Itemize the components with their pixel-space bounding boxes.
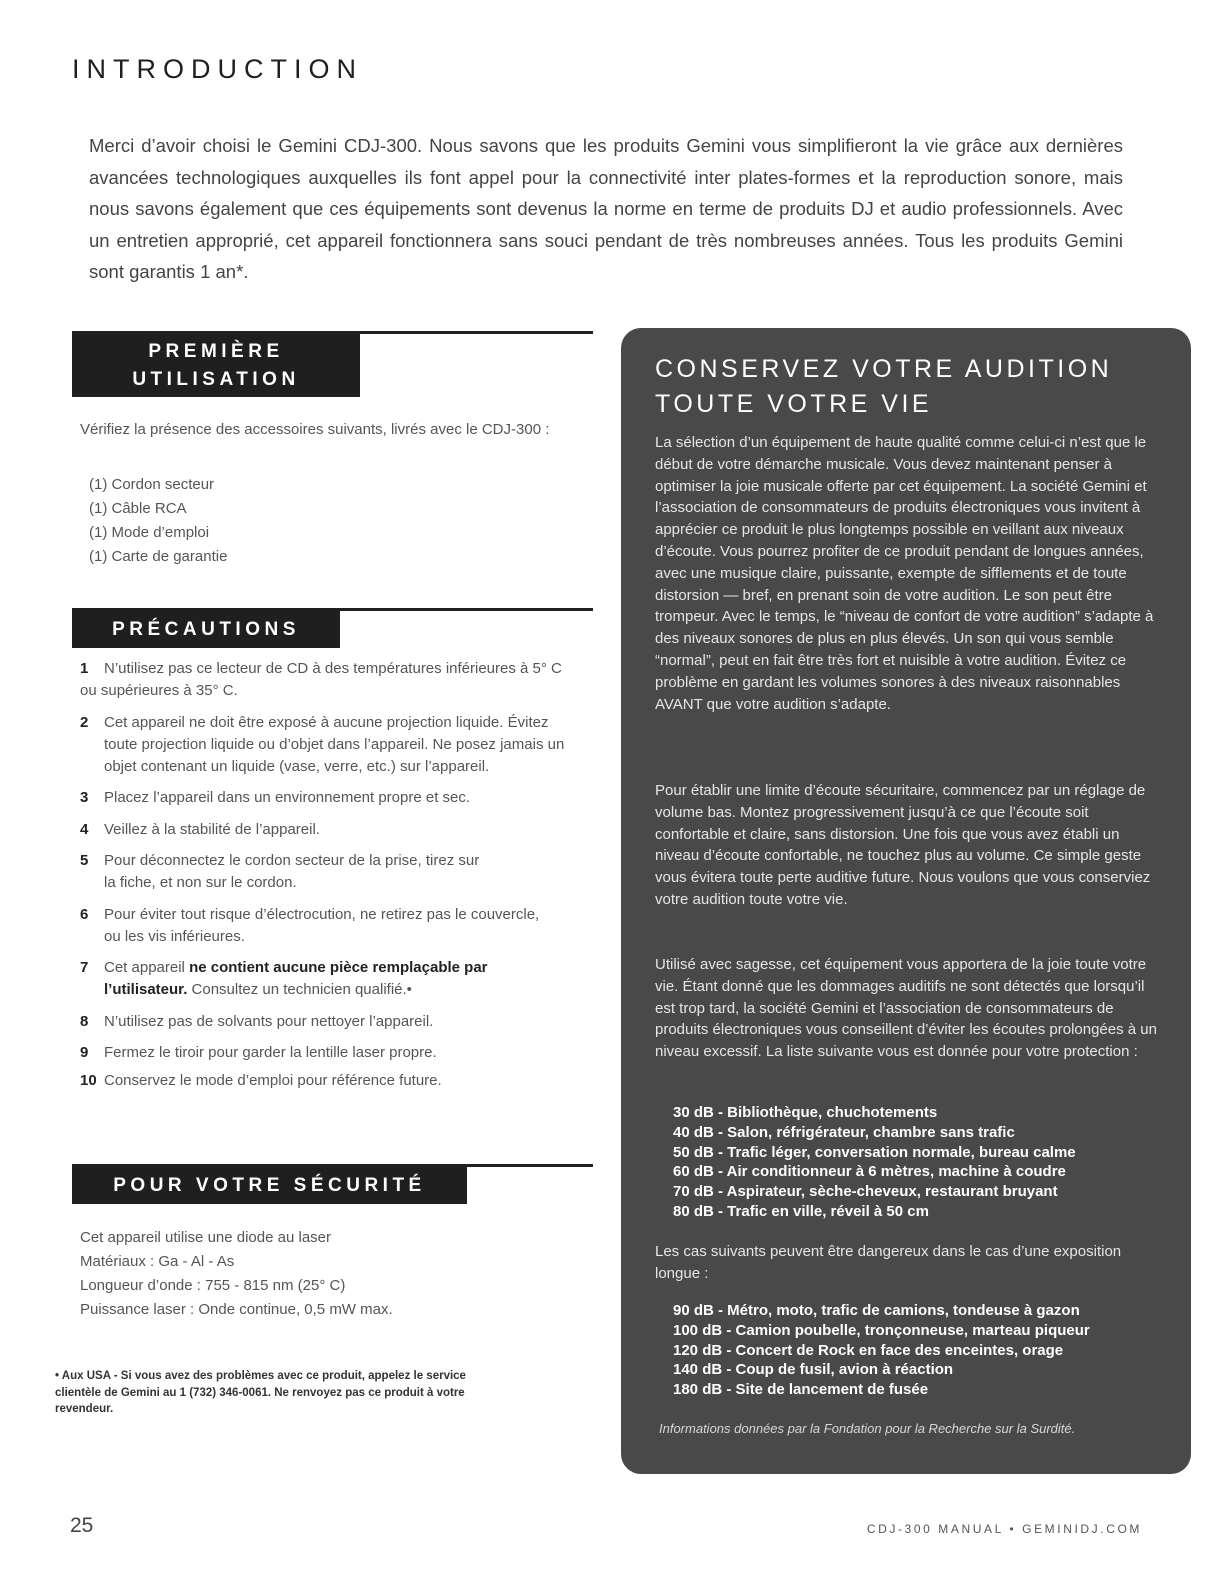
db-level-item: 70 dB - Aspirateur, sèche-cheveux, restaurant bruyant [673, 1183, 1058, 1201]
safety-header [72, 1167, 467, 1204]
safe-levels-list [673, 1103, 1173, 1222]
precautions-header [72, 611, 340, 648]
precaution-number: 6 [80, 905, 89, 923]
precaution-text: Conservez le mode d’emploi pour référence future. [104, 1071, 442, 1089]
precaution-number: 9 [80, 1044, 89, 1061]
db-level-item: 180 dB - Site de lancement de fusée [673, 1381, 929, 1399]
accessory-item: (1) Câble RCA [89, 500, 187, 517]
precaution-text [80, 658, 562, 702]
precaution-text-line1: N’utilisez pas ce lecteur de CD à des températures inférieures à 5° C [104, 660, 562, 677]
page-number: 25 [70, 1514, 94, 1537]
accessory-item: (1) Cordon secteur [89, 476, 215, 493]
safety-specs [80, 1226, 560, 1322]
precaution-text: Veillez à la stabilité de l’appareil. [104, 820, 320, 838]
hearing-title: CONSERVEZ VOTRE AUDITION TOUTE VOTRE VIE [655, 355, 1113, 418]
precaution-number: 8 [80, 1012, 89, 1030]
safety-line: Puissance laser : Onde continue, 0,5 mW max. [80, 1301, 393, 1318]
first-use-header [72, 334, 360, 397]
db-level-item: 40 dB - Salon, réfrigérateur, chambre sans trafic [673, 1123, 1015, 1141]
db-level-item: 30 dB - Bibliothèque, chuchotements [673, 1104, 938, 1121]
hearing-paragraph-3: Utilisé avec sagesse, cet équipement vous apportera de la joie toute votre vie. Étant donné que les dommages auditifs ne sont détectés que lorsqu’il est trop tard, la société Gemini et l’association de consommateurs de produits électroniques vous conseillent d’éviter les écoutes prolongées à un niveau excessif. La liste suivante vous est donnée pour votre protection : [655, 956, 1157, 1061]
precaution-item-5 [80, 850, 595, 894]
precaution-text: Pour déconnectez le cordon secteur de la prise, tirez sur la fiche, et non sur le cordon. [104, 852, 480, 891]
precaution-number: 1 [80, 660, 89, 677]
hearing-paragraph-1: La sélection d’un équipement de haute qualité comme celui-ci n’est que le début de votre démarche musicale. Vous devez maintenant penser à optimiser la joie musicale offerte par cet équipement. La société Gemini et l’association de consommateurs de produits électroniques vous invitent à apprécier ce produit le plus longtemps possible en veillant aux niveaux d’écoute. Vous pourrez profiter de ce produit pendant de longues années, avec une musique claire, puissante, exempte de sifflements et de toute distorsion — bref, en prenant soin de votre audition. Le son peut être trompeur. Avec le temps, le “niveau de confort de votre audition” s’adapte à des niveaux sonores de plus en plus élevés. Un son qui vous semble “normal”, peut en fait être très fort et nuisible à votre audition. Évitez ce problème en gardant les volumes sonores à des niveaux raisonnables AVANT que votre audition s’adapte. [655, 434, 1154, 713]
db-level-item: 90 dB - Métro, moto, trafic de camions, tondeuse à gazon [673, 1302, 1080, 1319]
safety-line: Longueur d’onde : 755 - 815 nm (25° C) [80, 1277, 346, 1294]
precaution-item-7 [80, 957, 595, 1001]
precaution-number: 7 [80, 959, 89, 976]
running-footer: CDJ-300 MANUAL • GEMINIDJ.COM [866, 1522, 1142, 1536]
db-level-item: 50 dB - Trafic léger, conversation normale, bureau calme [673, 1143, 1076, 1161]
footnote: • Aux USA - Si vous avez des problèmes avec ce produit, appelez le service clientèle de Gemini au 1 (732) 346-0061. Ne renvoyez pas ce produit à votre revendeur. [55, 1370, 466, 1415]
db-level-item: 60 dB - Air conditionneur à 6 mètres, machine à coudre [673, 1163, 1066, 1181]
hearing-paragraph-2: Pour établir une limite d’écoute sécuritaire, commencez par un réglage de volume bas. Montez progressivement jusqu’à ce que l’écoute soit confortable et claire, sans distorsion. Une fois que vous avez établi un niveau d’écoute confortable, ne touchez plus au volume. Ce simple geste vous évitera toute perte auditive future. Nous voulons que vous conserviez votre audition toute votre vie. [655, 782, 1151, 908]
precaution-text: Pour éviter tout risque d’électrocution, ne retirez pas le couvercle, ou les vis inférieures. [104, 905, 540, 945]
db-level-item: 120 dB - Concert de Rock en face des enceintes, orage [673, 1341, 1064, 1359]
hearing-box [621, 328, 1191, 1474]
precaution-text: Cet appareil ne doit être exposé à aucune projection liquide. Évitez toute projection liquide ou d’objet dans l’appareil. Ne posez jamais un objet contenant un liquide (vase, verre, etc.) sur l’appareil. [104, 713, 565, 775]
first-use-title-line1: PREMIÈRE [148, 340, 284, 362]
first-use-intro: Vérifiez la présence des accessoires suivants, livrés avec le CDJ-300 : [80, 421, 550, 438]
safety-line: Matériaux : Ga - Al - As [80, 1253, 235, 1270]
precaution-number: 2 [80, 713, 89, 731]
precaution-number: 5 [80, 852, 89, 869]
precaution-number: 3 [80, 789, 89, 806]
db-level-item: 100 dB - Camion poubelle, tronçonneuse, marteau piqueur [673, 1321, 1090, 1339]
precaution-text-post: Consultez un technicien qualifié.• [187, 981, 412, 998]
hearing-credit: Informations données par la Fondation pour la Recherche sur la Surdité. [659, 1421, 1076, 1436]
precaution-number: 4 [80, 820, 89, 838]
hearing-paragraph-4: Les cas suivants peuvent être dangereux dans le cas d’une exposition longue : [655, 1243, 1122, 1282]
first-use-title-line2: UTILISATION [132, 368, 300, 390]
precaution-item-1 [80, 658, 595, 702]
precaution-item-8 [80, 1011, 595, 1033]
precautions-list [80, 658, 595, 1101]
db-level-item: 140 dB - Coup de fusil, avion à réaction [673, 1361, 954, 1379]
precaution-item-2 [80, 712, 595, 778]
precaution-item-4 [80, 819, 595, 841]
intro-paragraph: Merci d’avoir choisi le Gemini CDJ-300. Nous savons que les produits Gemini vous simplifieront la vie grâce aux dernières avancées technologiques auxquelles ils font appel pour la connectivité inter plates-formes et la reproduction sonore, mais nous savons également que ces équipements sont devenus la norme en terme de produits DJ et audio professionnels. Avec un entretien approprié, cet appareil fonctionnera sans souci pendant de très nombreuses années. Tous les produits Gemini sont garantis 1 an*. [89, 135, 1123, 282]
precaution-item-9 [80, 1042, 595, 1064]
precaution-item-6 [80, 904, 595, 948]
precaution-text: Fermez le tiroir pour garder la lentille laser propre. [104, 1044, 437, 1061]
page-title: INTRODUCTION [72, 54, 363, 84]
accessories-list [89, 473, 489, 569]
accessory-item: (1) Mode d’emploi [89, 524, 210, 541]
precaution-text: Placez l’appareil dans un environnement propre et sec. [104, 789, 471, 806]
precaution-text [104, 957, 574, 1001]
precaution-item-10 [80, 1070, 595, 1092]
precaution-text-pre: Cet appareil [104, 959, 190, 976]
precaution-item-3 [80, 787, 595, 809]
safety-title: POUR VOTRE SÉCURITÉ [113, 1174, 426, 1196]
db-level-item: 80 dB - Trafic en ville, réveil à 50 cm [673, 1202, 929, 1220]
accessory-item: (1) Carte de garantie [89, 548, 228, 565]
precaution-text-bold: ne contient aucune pièce remplaçable par l’utilisateur. [104, 959, 488, 998]
precaution-number: 10 [80, 1071, 97, 1089]
precaution-text-line2: ou supérieures à 35° C. [80, 682, 238, 699]
precautions-title: PRÉCAUTIONS [112, 618, 300, 640]
precaution-text: N’utilisez pas de solvants pour nettoyer l’appareil. [104, 1012, 434, 1030]
safety-line: Cet appareil utilise une diode au laser [80, 1229, 331, 1246]
danger-levels-list [673, 1301, 1173, 1400]
